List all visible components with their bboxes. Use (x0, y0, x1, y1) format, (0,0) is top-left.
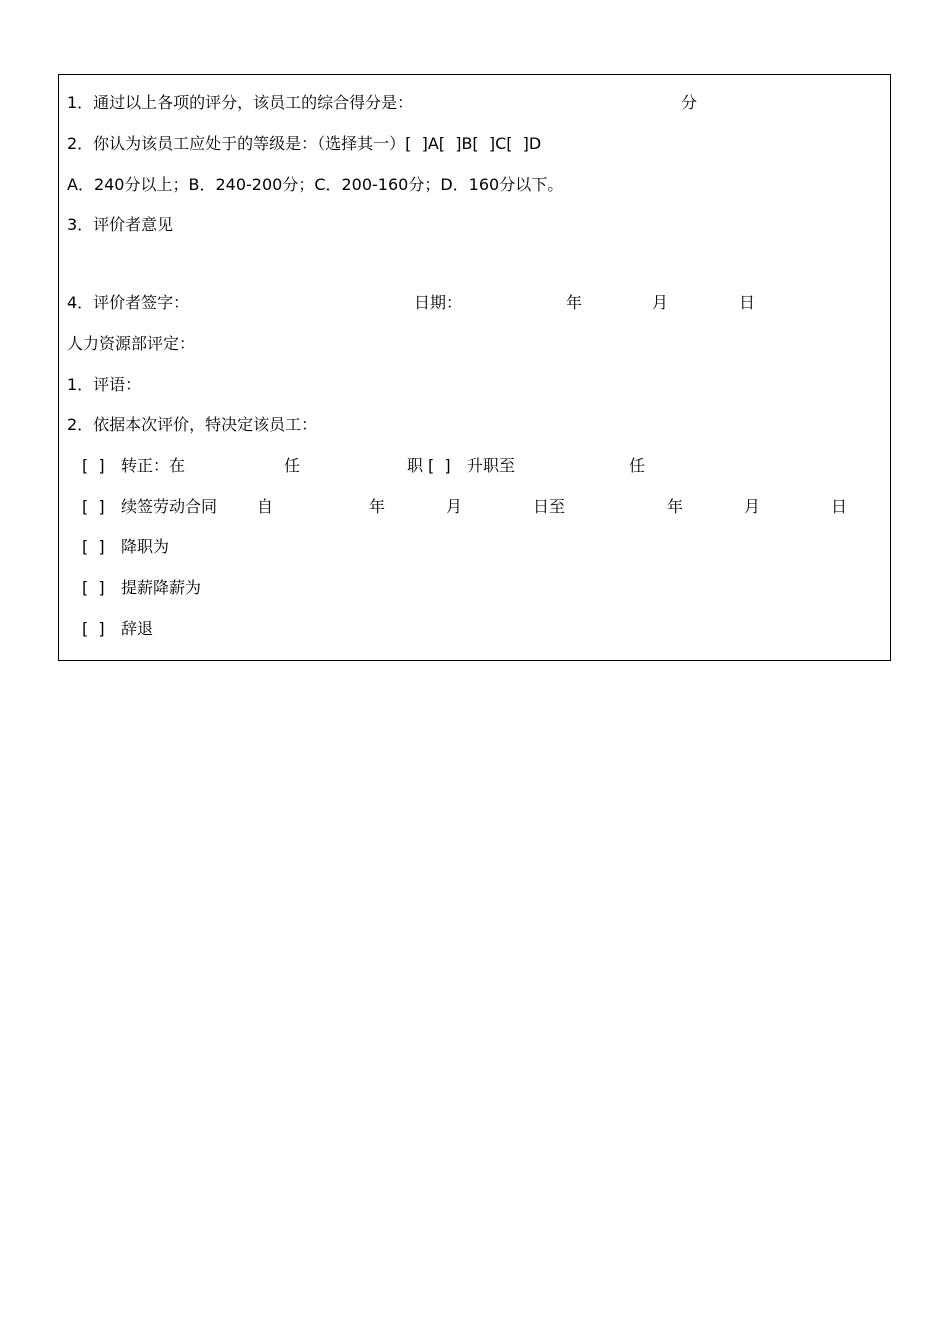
regularize-text: 转正：在 (121, 456, 186, 475)
renew-from-label: 自 (257, 497, 274, 516)
evaluation-form-box (58, 74, 891, 661)
renew-end-year-label: 年 (667, 497, 684, 516)
signature-date-label: 日期： (414, 293, 463, 312)
regularize-checkbox[interactable]: [ ] (82, 456, 105, 475)
promote-position-suffix: 任 (629, 456, 646, 475)
renew-contract-checkbox[interactable]: [ ] (82, 497, 105, 516)
demote-checkbox[interactable]: [ ] (82, 537, 105, 556)
dismiss-checkbox[interactable]: [ ] (82, 619, 105, 638)
demote-label: 降职为 (121, 537, 170, 556)
renew-end-month-label: 月 (744, 497, 761, 516)
promote-checkbox[interactable]: [ ] (428, 456, 451, 475)
renew-contract-label: 续签劳动合同 (121, 497, 218, 516)
grade-criteria: A．240分以上；B．240-200分；C．200-160分；D．160分以下。 (67, 175, 564, 194)
salary-adjust-checkbox[interactable]: [ ] (82, 578, 105, 597)
hr-decision-label: 2．依据本次评价，特决定该员工： (67, 415, 318, 434)
hr-decision-heading: 人力资源部评定： (67, 334, 196, 353)
hr-comment-label: 1．评语： (67, 375, 142, 394)
score-label: 1．通过以上各项的评分，该员工的综合得分是： (67, 93, 414, 112)
grade-selection-line: 2．你认为该员工应处于的等级是：（选择其一）[ ]A[ ]B[ ]C[ ]D (67, 134, 542, 153)
renew-start-day-to-label: 日至 (533, 497, 566, 516)
score-unit: 分 (681, 93, 698, 112)
signature-year-label: 年 (566, 293, 583, 312)
evaluator-opinion-label: 3．评价者意见 (67, 215, 174, 234)
renew-end-day-label: 日 (831, 497, 848, 516)
renew-start-year-label: 年 (369, 497, 386, 516)
renew-start-month-label: 月 (446, 497, 463, 516)
evaluator-signature-label: 4．评价者签字： (67, 293, 190, 312)
promote-text: 升职至 (467, 456, 516, 475)
signature-month-label: 月 (652, 293, 669, 312)
salary-adjust-label: 提薪降薪为 (121, 578, 202, 597)
dismiss-label: 辞退 (121, 619, 154, 638)
regularize-job-suffix: 职 (407, 456, 424, 475)
signature-day-label: 日 (739, 293, 756, 312)
regularize-position-suffix: 任 (284, 456, 301, 475)
